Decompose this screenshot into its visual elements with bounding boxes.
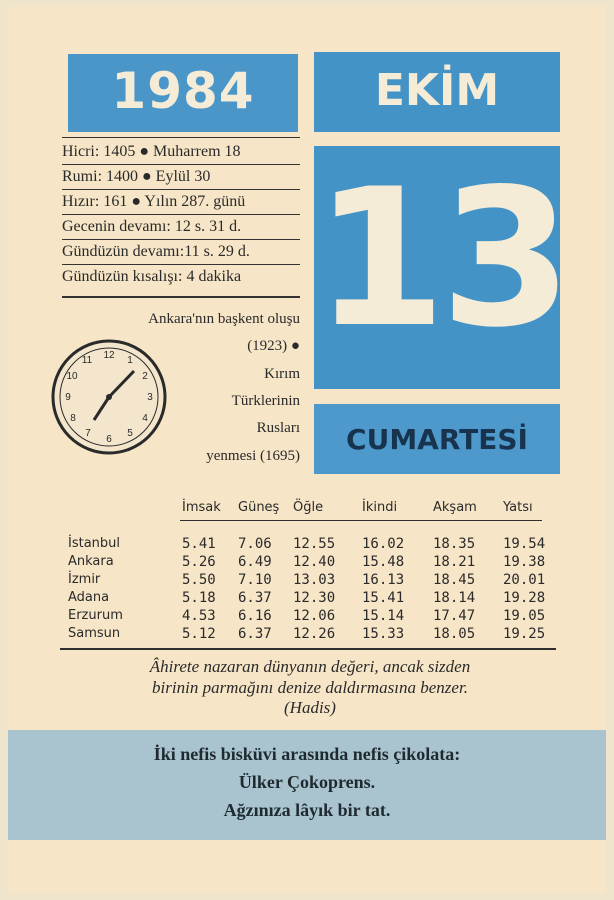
time-cell: 19.38 [503,554,546,570]
time-cell: 13.03 [293,572,336,588]
time-cell: 12.06 [293,608,336,624]
svg-text:11: 11 [81,355,93,366]
svg-text:3: 3 [147,392,153,403]
city-istanbul: İstanbul [68,536,121,551]
info-divider [62,189,300,190]
time-cell: 7.10 [238,572,272,588]
info-divider [62,137,300,138]
svg-text:12: 12 [103,350,115,361]
header-rule [180,520,542,521]
hizir-line: Hızır: 161 ● Yılın 287. günü [62,193,246,210]
ad-line-2: Ülker Çokoprens. [238,772,376,792]
time-cell: 5.41 [182,536,216,552]
time-cell: 15.48 [362,554,405,570]
svg-text:4: 4 [142,413,148,424]
event-line: Ankara'nın başkent oluşu [148,311,300,327]
time-cell: 19.54 [503,536,546,552]
info-divider [62,164,300,165]
time-cell: 20.01 [503,572,546,588]
time-cell: 15.41 [362,590,405,606]
event-line: yenmesi (1695) [206,448,300,464]
event-line: Rusları [256,420,300,436]
time-cell: 5.12 [182,626,216,642]
time-cell: 16.13 [362,572,405,588]
event-line: Türklerinin [231,393,300,409]
svg-text:5: 5 [127,428,133,439]
time-cell: 19.25 [503,626,546,642]
weekday-label: CUMARTESİ [346,423,528,456]
header-imsak: İmsak [182,500,221,515]
year-label: 1984 [111,62,255,120]
time-cell: 15.33 [362,626,405,642]
time-cell: 18.14 [433,590,476,606]
day-box [314,146,567,389]
time-cell: 16.02 [362,536,405,552]
header-gunes: Güneş [238,500,280,515]
ad-line-1: İki nefis bisküvi arasında nefis çikolata: [153,744,461,764]
time-cell: 7.06 [238,536,272,552]
header-ogle: Öğle [293,500,324,515]
time-cell: 12.26 [293,626,336,642]
time-cell: 6.37 [238,626,272,642]
quote-line-2: birinin parmağını denize daldırmasına benzer. [152,678,468,697]
svg-text:8: 8 [70,413,76,424]
time-cell: 6.16 [238,608,272,624]
year-box [68,54,298,132]
time-cell: 17.47 [433,608,476,624]
city-izmir: İzmir [68,572,101,587]
info-divider [62,264,300,265]
time-cell: 19.28 [503,590,546,606]
time-cell: 5.26 [182,554,216,570]
clock-icon [50,338,168,456]
svg-text:6: 6 [106,434,112,445]
weekday-box [314,404,560,474]
time-cell: 18.21 [433,554,476,570]
quote-line-1: Âhirete nazaran dünyanın değeri, ancak sizden [149,657,471,676]
ad-line-3: Ağzınıza lâyık bir tat. [223,800,391,820]
event-line: Kırım [264,366,300,382]
header-aksam: Akşam [433,500,477,515]
time-cell: 5.18 [182,590,216,606]
time-cell: 6.49 [238,554,272,570]
table-bottom-rule [60,648,556,650]
svg-text:9: 9 [65,392,71,403]
hijri-line: Hicri: 1405 ● Muharrem 18 [62,143,241,160]
rumi-line: Rumi: 1400 ● Eylül 30 [62,168,211,185]
header-ikindi: İkindi [362,500,398,515]
day-length-line: Gündüzün devamı:11 s. 29 d. [62,243,250,260]
night-length-line: Gecenin devamı: 12 s. 31 d. [62,218,242,235]
svg-text:7: 7 [85,428,91,439]
city-samsun: Samsun [68,626,121,641]
time-cell: 18.45 [433,572,476,588]
time-cell: 6.37 [238,590,272,606]
time-cell: 15.14 [362,608,405,624]
time-cell: 12.40 [293,554,336,570]
svg-text:1: 1 [127,355,133,366]
city-erzurum: Erzurum [68,608,123,623]
time-cell: 18.35 [433,536,476,552]
time-cell: 12.55 [293,536,336,552]
info-divider [62,214,300,215]
quote-source: (Hadis) [284,698,336,717]
svg-text:2: 2 [142,371,148,382]
event-line: (1923) ● [247,338,300,354]
header-yatsi: Yatsı [503,500,533,515]
time-cell: 12.30 [293,590,336,606]
info-divider [62,239,300,240]
month-label: EKİM [374,65,500,116]
city-adana: Adana [68,590,110,605]
month-box [314,52,560,132]
day-number: 13 [314,148,567,369]
svg-text:10: 10 [66,371,78,382]
info-divider [62,296,300,298]
time-cell: 19.05 [503,608,546,624]
time-cell: 18.05 [433,626,476,642]
day-shortening-line: Gündüzün kısalışı: 4 dakika [62,268,242,285]
city-ankara: Ankara [68,554,114,569]
time-cell: 4.53 [182,608,216,624]
time-cell: 5.50 [182,572,216,588]
